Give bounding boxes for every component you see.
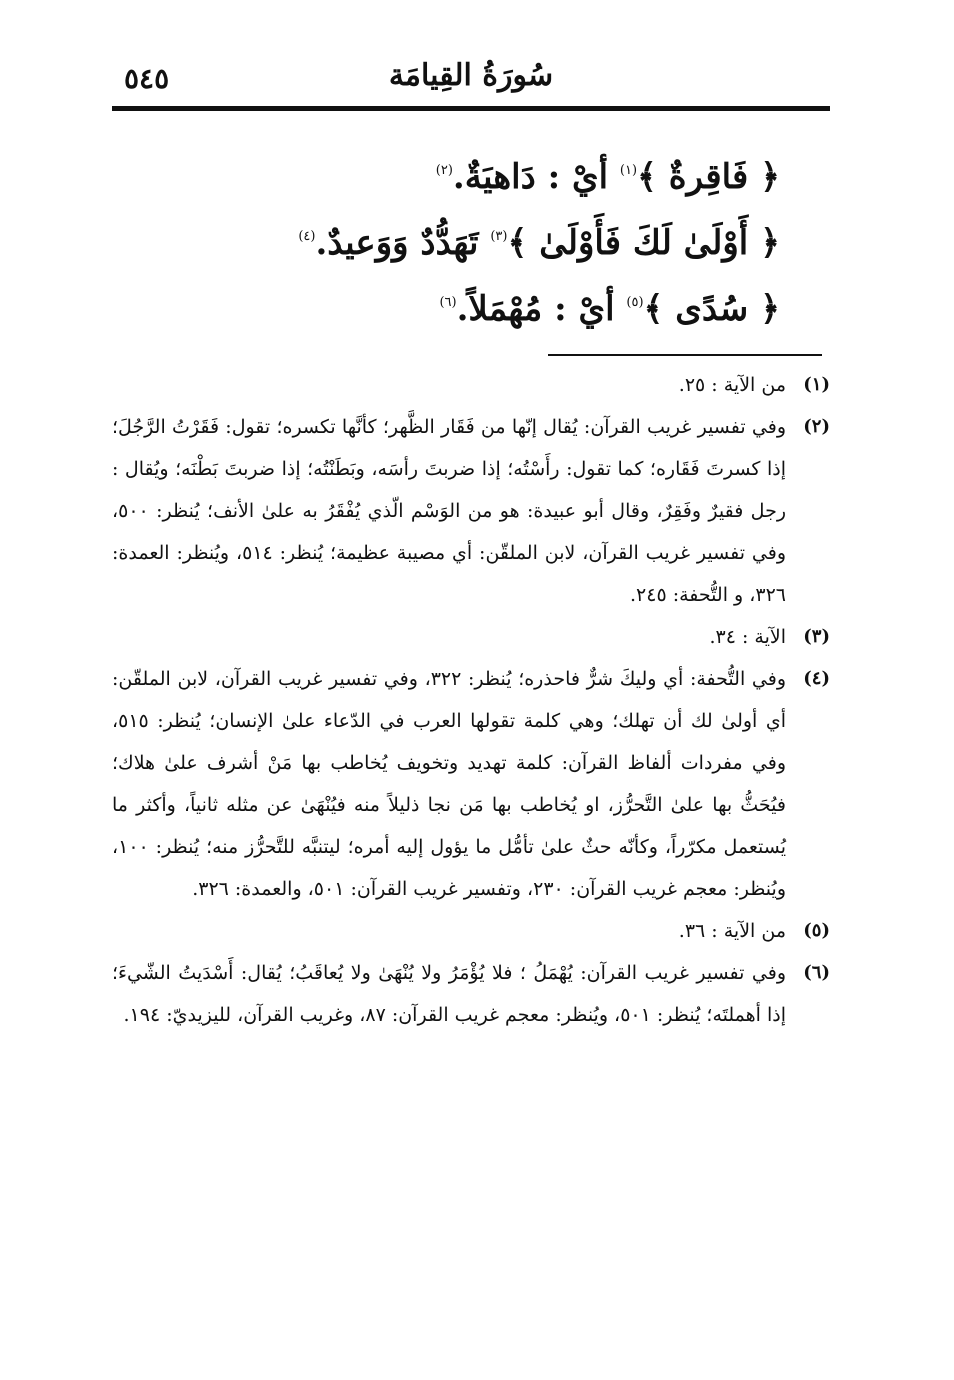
verse-close-bracket: ﴾: [643, 289, 664, 329]
footnote-ref: (١): [619, 163, 638, 178]
page-number: ٥٤٥: [124, 62, 170, 95]
footnote: [112, 952, 830, 1036]
footnote: [112, 616, 830, 658]
footnotes: [112, 364, 830, 1036]
footnote: [112, 658, 830, 910]
footnote-divider: [548, 354, 822, 356]
verse-open-bracket: ﴿: [760, 157, 780, 197]
footnote-text: وفي التُّحفة: أي وليكَ شرٌّ فاحذره؛ يُنظر: ٣٢٢، وفي تفسير غريب القرآن، لابن الملقّن: أي أولىٰ لك أن تهلك؛ وهي كلمة تقولها العرب في الدّعاء علىٰ الإنسان؛ يُنظر: ٥١٥، وفي مفردات ألفاظ القرآن: كلمة تهديد وتخويف يُخاطب بها مَنْ أشرف علىٰ هلاك؛ فيُحَثُّ بها علىٰ التَّحرُّز، او يُخاطب بها مَن نجا ذليلاً منه فيُنْهَىٰ عن مثله ثانياً، وأكثر ما يُستعمل مكرّراً، وكأنّه حثٌ علىٰ تأمُّل ما يؤول إليه أمره؛ ليتنبَّه للتَّحرُّز منه؛ يُنظر: ١٠٠، ويُنظر: معجم غريب القرآن: ٢٣٠، وتفسير غريب القرآن: ٥٠١، والعمدة: ٣٢٦.: [112, 668, 786, 900]
footnote-text: وفي تفسير غريب القرآن: يُقال إنّها من فَقَار الظَّهر؛ كأنَّها تكسره؛ تقول: فَقَرْتُ الرَّجُلَ؛ إذا كسرتَ فَقَاره؛ كما تقول: رأَسْتُه؛ إذا ضربتَ رأسَه، وبَطَنْتُه؛ إذا ضربتَ بَطْنَه؛ ويُقال : رجل فقيرٌ وفَقِرٌ، وقال أبو عبيدة: هو من الوَسْم الّذي يُفْقَرُ به علىٰ الأنف؛ يُنظر: ٥٠٠، وفي تفسير غريب القرآن، لابن الملقّن: أي مصيبة عظيمة؛ يُنظر: ٥١٤، ويُنظر: العمدة: ٣٢٦، و التُّحفة: ٢٤٥.: [112, 416, 786, 606]
footnote-ref: (٦): [439, 295, 457, 310]
footnote-text: من الآية : ٢٥.: [678, 374, 786, 396]
verse-block: [298, 138, 780, 336]
footnote-number: (٣): [803, 626, 830, 647]
footnote: [112, 364, 830, 406]
footnote-number: (٢): [803, 416, 830, 437]
footnote-number: (٤): [803, 668, 830, 689]
footnote-text: وفي تفسير غريب القرآن: يُهْمَلُ ؛ فلا يُؤْمَرُ ولا يُنْهَىٰ ولا يُعاقَبُ؛ يُقال: أَسْدَيتُ الشّيءَ؛ إذا أهملتَه؛ يُنظر: ٥٠١، ويُنظر: معجم غريب القرآن: ٨٧، وغريب القرآن، لليزيديّ: ١٩٤.: [112, 962, 786, 1026]
verse-line: [360, 270, 780, 336]
footnote: [112, 910, 830, 952]
page-header: [112, 50, 830, 102]
verse-line: [360, 138, 780, 204]
footnote-ref: (٤): [298, 229, 316, 244]
verse-close-bracket: ﴾: [637, 157, 657, 197]
verse-open-bracket: ﴿: [760, 223, 780, 263]
footnote: [112, 406, 830, 616]
footnote-ref: (٣): [490, 229, 508, 244]
surah-title: سُورَةُ القِيامَة: [388, 58, 554, 93]
verse-open-bracket: ﴿: [760, 289, 780, 329]
footnote-number: (٦): [803, 962, 830, 983]
verse-text: فَاقِرةٌ: [668, 157, 749, 197]
footnote-ref: (٥): [626, 295, 644, 310]
footnote-text: الآية : ٣٤.: [709, 626, 786, 648]
verse-text: سُدًى: [675, 289, 749, 329]
header-divider: [112, 106, 830, 111]
verse-gloss: أيْ : مُهْمَلاً.: [456, 289, 615, 329]
footnote-text: من الآية : ٣٦.: [678, 920, 786, 942]
footnote-number: (٥): [803, 920, 830, 941]
verse-text: أَوْلَىٰ لَكَ فَأَوْلَىٰ: [539, 223, 749, 263]
footnote-number: (١): [803, 374, 830, 395]
verse-gloss: تَهَدُّدٌ وَوَعيدٌ.: [315, 223, 479, 263]
footnote-ref: (٢): [435, 163, 453, 178]
verse-line: [298, 204, 780, 270]
verse-close-bracket: ﴾: [507, 223, 528, 263]
verse-gloss: أيْ : دَاهيَةٌ.: [452, 157, 609, 197]
